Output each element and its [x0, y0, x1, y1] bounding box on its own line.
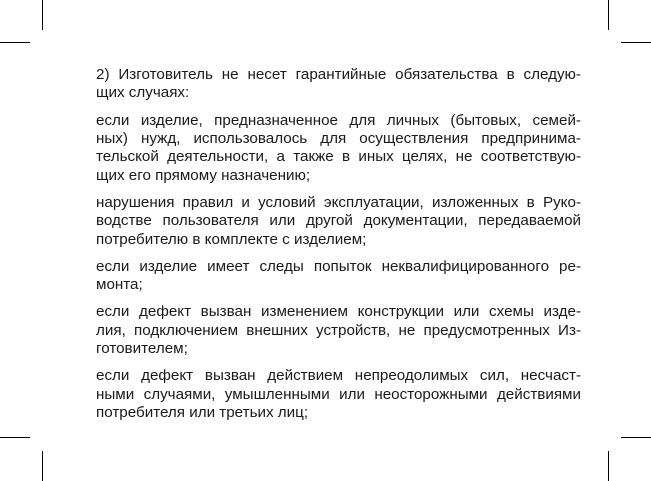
paragraph-operating-rules-violation	[96, 194, 581, 249]
paragraph-unqualified-repair	[96, 258, 581, 295]
crop-mark-top-right-vertical	[608, 0, 609, 30]
text-line: щих случаях:	[96, 84, 190, 102]
crop-mark-bottom-left-horizontal	[0, 437, 30, 438]
paragraph-force-majeure	[96, 367, 581, 422]
text-line: если дефект вызван действием непреодолимых сил, несчаст-	[96, 367, 581, 385]
text-line: готовителем;	[96, 340, 188, 358]
text-line: потребителю в комплекте с изделием;	[96, 230, 367, 248]
crop-mark-top-left-vertical	[42, 0, 43, 30]
crop-mark-top-left-horizontal	[0, 42, 30, 43]
text-line: ными случаями, умышленными или неосторожными действиями	[96, 385, 581, 403]
text-line: тельской деятельности, а также в иных целях, не соответствую-	[96, 148, 581, 166]
text-line: щих его прямому назначению;	[96, 166, 311, 184]
text-line: если дефект вызван изменением конструкции или схемы изде-	[96, 303, 581, 321]
text-line: потребителя или третьих лиц;	[96, 403, 309, 421]
text-line: монта;	[96, 276, 143, 294]
text-line: нарушения правил и условий эксплуатации, изложенных в Руко-	[96, 193, 581, 211]
text-line: лия, подключением внешних устройств, не предусмотренных Из-	[96, 321, 581, 339]
text-line: 2) Изготовитель не несет гарантийные обязательства в следую-	[96, 66, 581, 83]
text-line: если изделие, предназначенное для личных (бытовых, семей-	[96, 111, 581, 129]
crop-mark-bottom-left-vertical	[42, 451, 43, 481]
text-line: водстве пользователя или другой документации, передаваемой	[96, 212, 581, 230]
crop-mark-top-right-horizontal	[621, 42, 651, 43]
crop-mark-bottom-right-horizontal	[621, 437, 651, 438]
document-page	[96, 66, 581, 431]
paragraph-design-modification	[96, 303, 581, 358]
crop-mark-bottom-right-vertical	[608, 451, 609, 481]
text-line: если изделие имеет следы попыток неквалифицированного ре-	[96, 257, 581, 275]
text-line: ных) нужд, использовалось для осуществления предпринима-	[96, 129, 581, 147]
paragraph-commercial-use	[96, 112, 581, 186]
paragraph-warranty-exclusions-intro	[96, 66, 581, 103]
